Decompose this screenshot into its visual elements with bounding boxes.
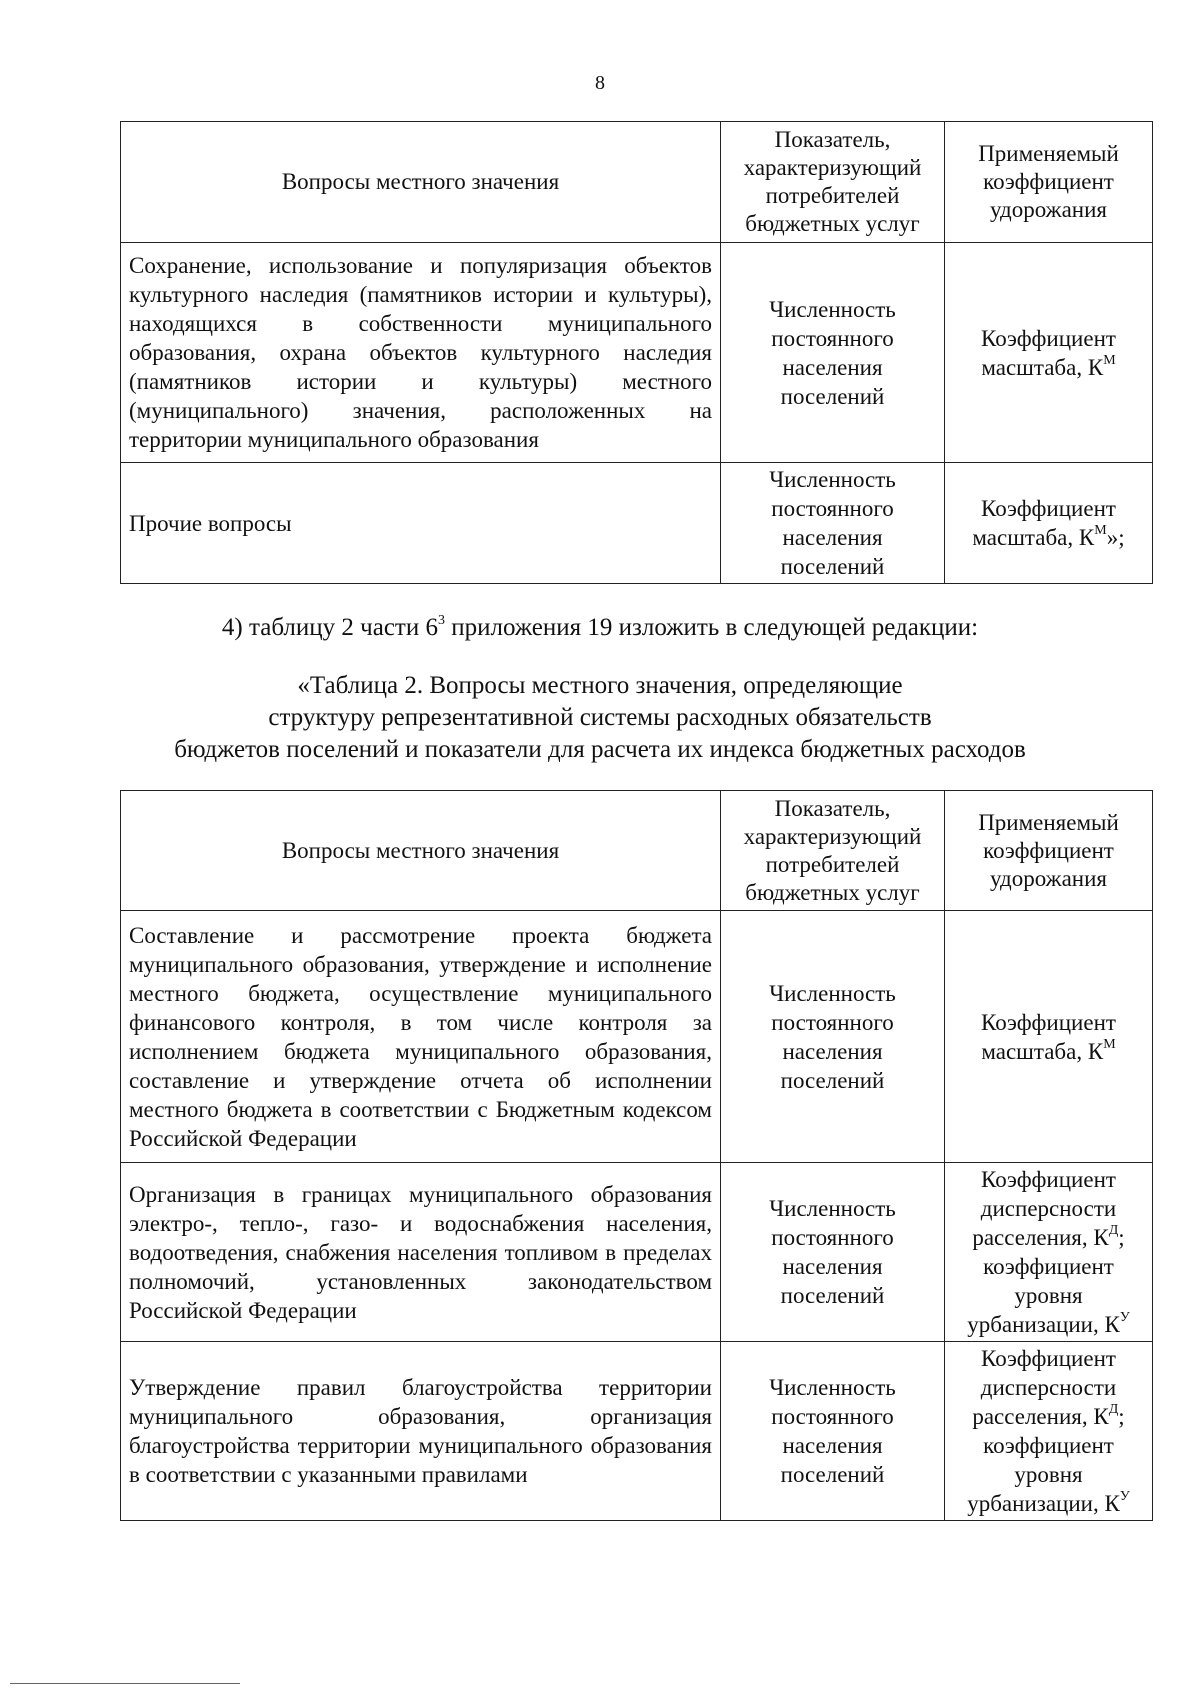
indicator-cell: Численность постоянного населения поселений	[721, 911, 945, 1163]
table-2	[120, 790, 1153, 1521]
table-2-title: «Таблица 2. Вопросы местного значения, определяющие структуру репрезентативной системы расходных обязательств бюджетов поселений и показатели для расчета их индекса бюджетных расходов	[174, 672, 1026, 763]
header-coefficient: Применяемый коэффициент удорожания	[945, 122, 1153, 243]
table-1-continuation	[120, 121, 1153, 584]
indicator-cell: Численность постоянного населения поселений	[721, 1163, 945, 1342]
table-row	[121, 1163, 1153, 1342]
table-header-row	[121, 791, 1153, 911]
table-row	[121, 911, 1153, 1163]
coefficient-cell: Коэффициент дисперсности расселения, $К^Д$; коэффициент уровня урбанизации, $К^У$	[945, 1342, 1153, 1521]
coefficient-cell: Коэффициент дисперсности расселения, $К^Д$; коэффициент уровня урбанизации, $К^У$	[945, 1163, 1153, 1342]
issue-cell: Прочие вопросы	[121, 463, 721, 584]
coefficient-cell: Коэффициент масштаба, $К^М$»;	[945, 463, 1153, 584]
header-indicator: Показатель, характеризующий потребителей бюджетных услуг	[721, 122, 945, 243]
indicator-cell: Численность постоянного населения поселений	[721, 1342, 945, 1521]
coefficient-cell: Коэффициент масштаба, $К^М$	[945, 911, 1153, 1163]
instruction-paragraph: 4) таблицу 2 части $6^3$ приложения 19 изложить в следующей редакции:	[221, 612, 979, 641]
indicator-cell: Численность постоянного населения поселений	[721, 243, 945, 463]
issue-cell: Организация в границах муниципального образования электро-, тепло-, газо- и водоснабжения населения, водоотведения, снабжения населения топливом в пределах полномочий, установленных законодательством Российской Федерации	[121, 1163, 721, 1342]
header-issue: Вопросы местного значения	[121, 791, 721, 911]
footer-divider	[10, 1683, 240, 1684]
issue-cell: Утверждение правил благоустройства территории муниципального образования, организация благоустройства территории муниципального образования в соответствии с указанными правилами	[121, 1342, 721, 1521]
header-coefficient: Применяемый коэффициент удорожания	[945, 791, 1153, 911]
issue-cell: Сохранение, использование и популяризация объектов культурного наследия (памятников истории и культуры), находящихся в собственности муниципального образования, охрана объектов культурного наследия (памятников истории и культуры) местного (муниципального) значения, расположенных на территории муниципального образования	[121, 243, 721, 463]
header-indicator: Показатель, характеризующий потребителей бюджетных услуг	[721, 791, 945, 911]
table-row	[121, 463, 1153, 584]
table-row	[121, 243, 1153, 463]
page-number: 8	[595, 72, 605, 94]
table-header-row	[121, 122, 1153, 243]
indicator-cell: Численность постоянного населения поселений	[721, 463, 945, 584]
table-row	[121, 1342, 1153, 1521]
header-issue: Вопросы местного значения	[121, 122, 721, 243]
issue-cell: Составление и рассмотрение проекта бюджета муниципального образования, утверждение и исполнение местного бюджета, осуществление муниципального финансового контроля, в том числе контроля за исполнением бюджета муниципального образования, составление и утверждение отчета об исполнении местного бюджета в соответствии с Бюджетным кодексом Российской Федерации	[121, 911, 721, 1163]
coefficient-cell: Коэффициент масштаба, $К^М$	[945, 243, 1153, 463]
